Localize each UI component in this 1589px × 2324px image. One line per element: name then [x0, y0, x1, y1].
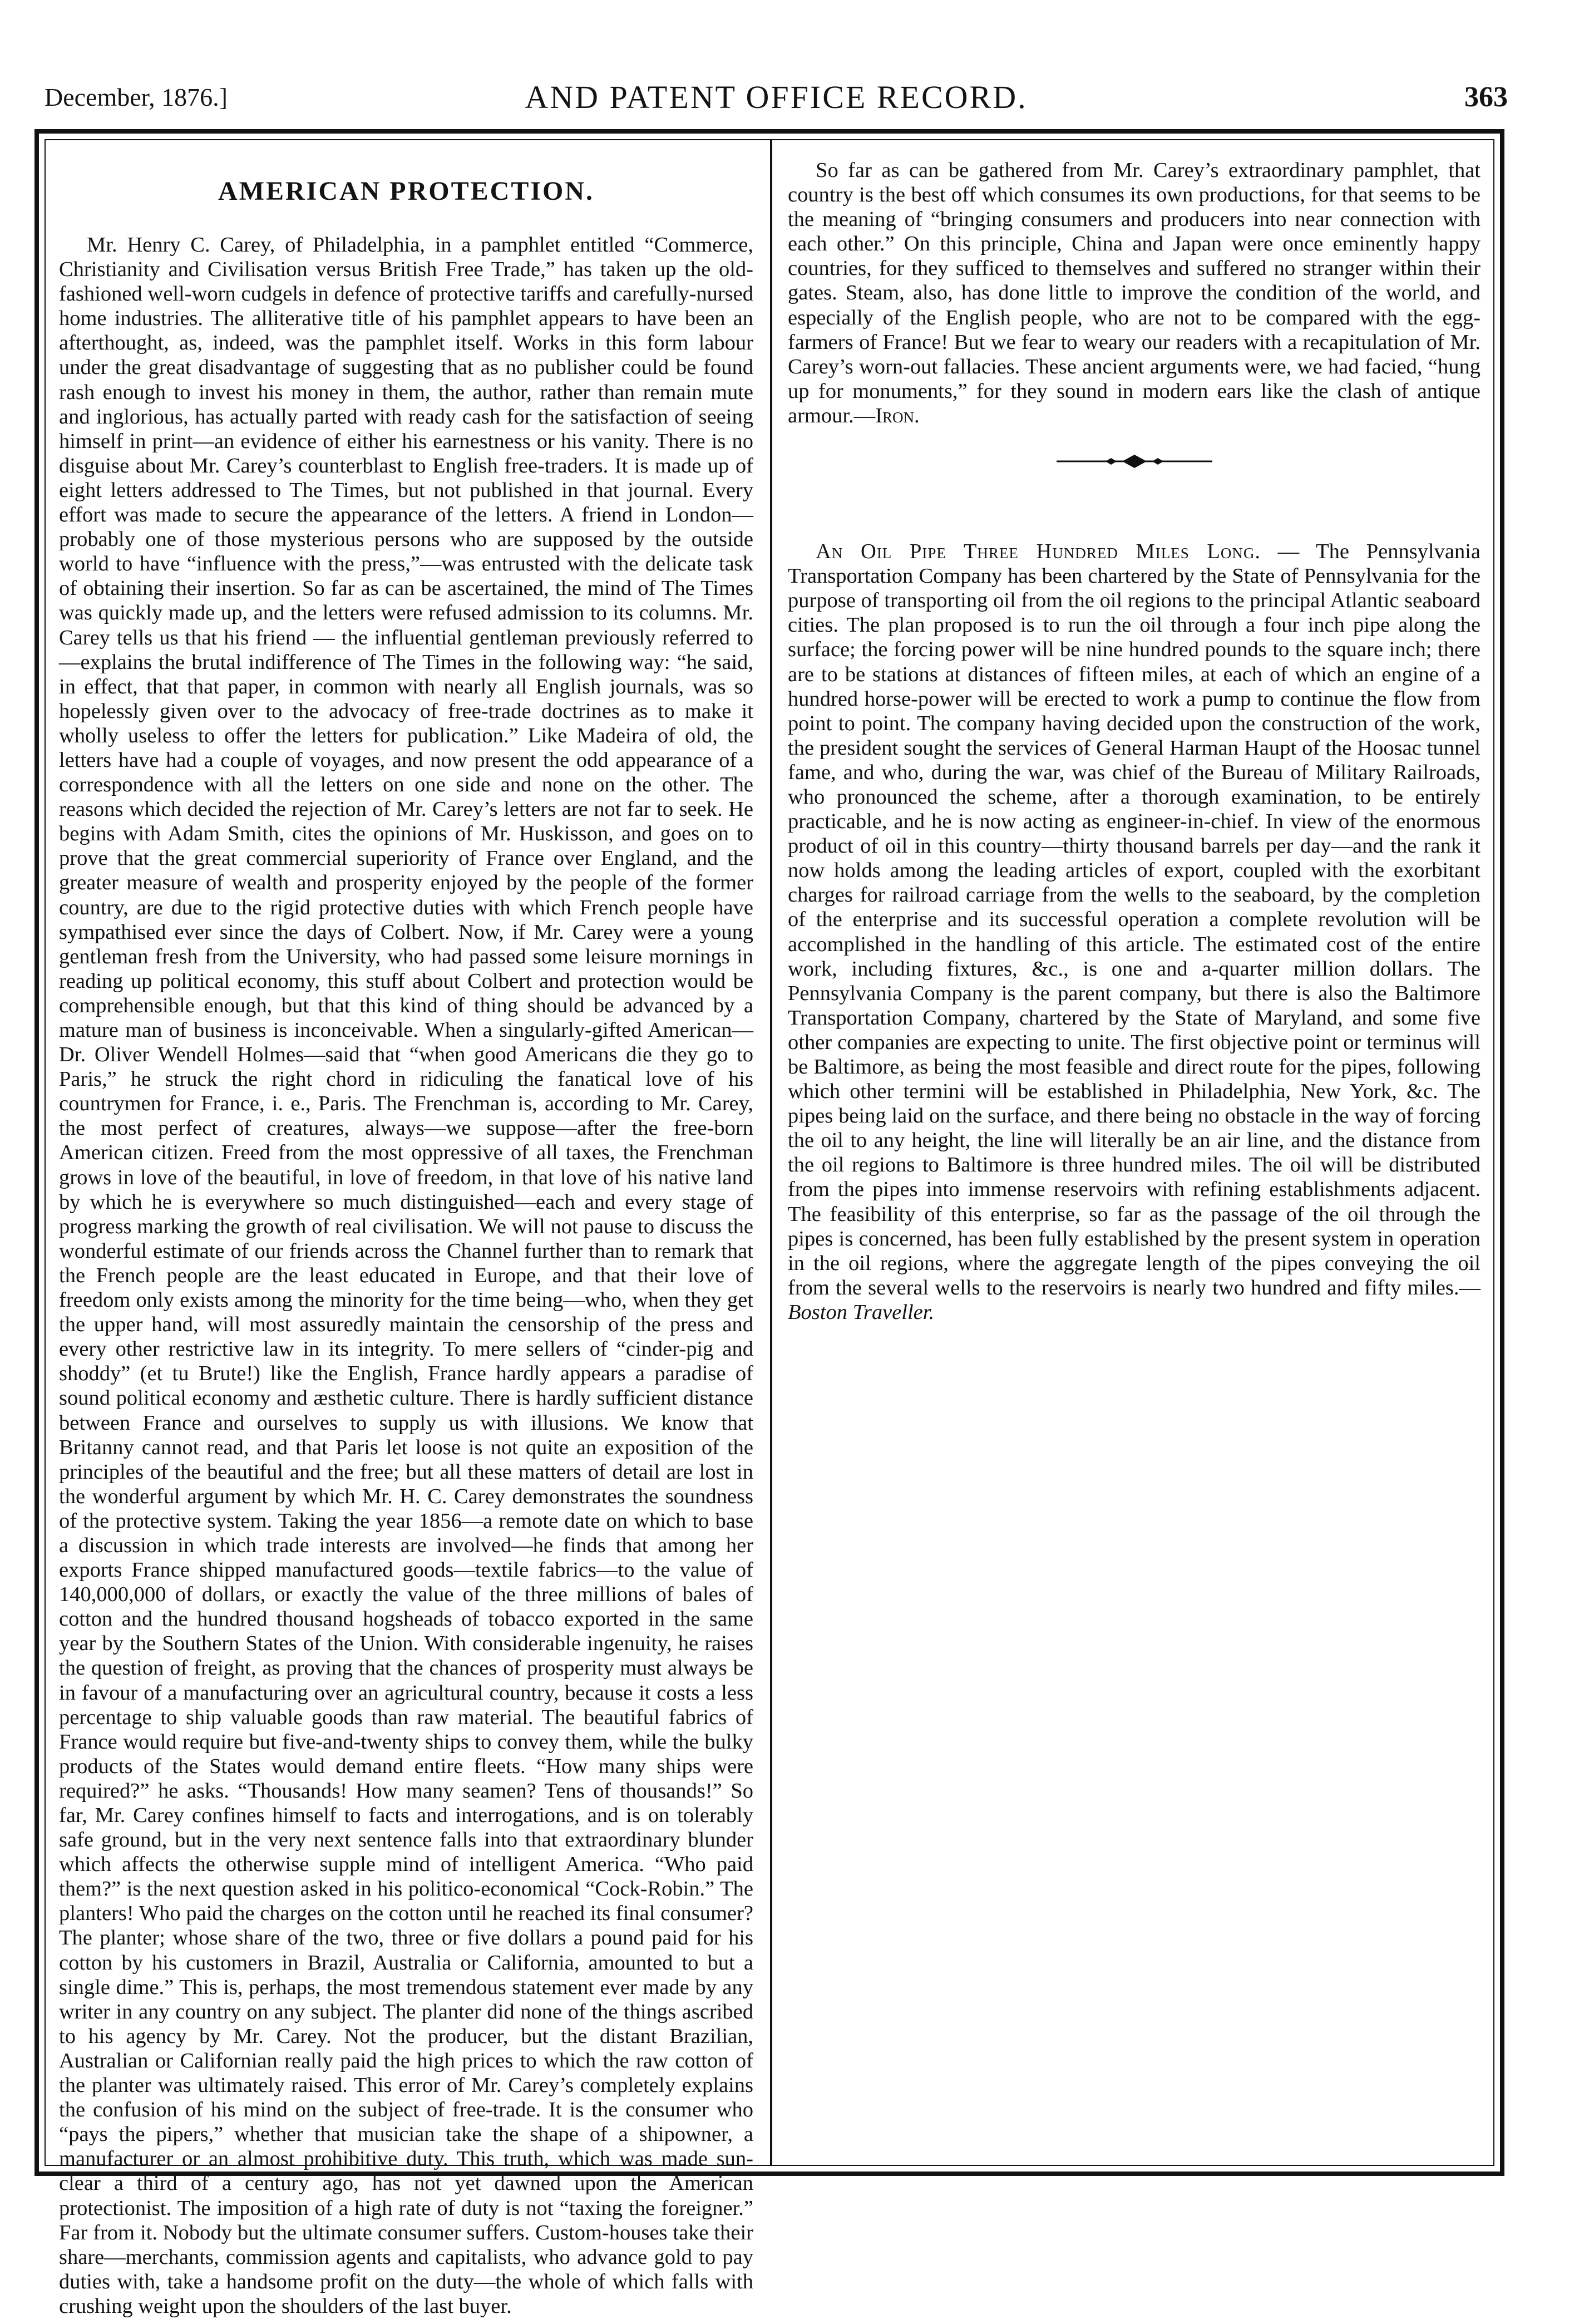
journal-title: AND PATENT OFFICE RECORD.	[525, 79, 1028, 115]
column-rule	[770, 140, 772, 2165]
page-number: 363	[1464, 81, 1508, 113]
article-headline: AMERICAN PROTECTION.	[218, 176, 595, 206]
paragraph-text: So far as can be gathered from Mr. Carey’s extraordinary pamphlet, that country is the best off which consumes its own productions, for that seems to be the meaning of “bringing consumers and producers into near connection with each other.” On this principle, China and Japan were once eminently happy countries, for they sufficed to themselves and suffered no stranger within their gates. Steam, also, has done little to improve the condition of the world, and especially of the English people, who are not to be compared with the egg-farmers of France! But we fear to weary our readers with a recapitulation of Mr. Carey’s worn-out fallacies. These ancient arguments were, we had facied, “hung up for monuments,” for they sound in modern ears like the clash of antique armour.—	[788, 159, 1481, 427]
right-column	[788, 158, 1481, 1325]
article-oil-pipe	[788, 539, 1481, 1325]
running-head	[45, 75, 1508, 120]
dash-diamond-divider-icon	[788, 450, 1481, 500]
article-lead-in: An Oil Pipe Three Hundred Miles Long.	[816, 540, 1261, 564]
article-body: — The Pennsylvania Transportation Company has been chartered by the State of Pennsylvania for the purpose of transporting oil from the oil regions to the principal Atlantic seaboard cities. The plan proposed is to run the oil through a four inch pipe along the surface; the forcing power will be nine hundred pounds to the square inch; there are to be stations at distances of fifteen miles, at each of which an engine of a hundred horse-power will be erected to work a pump to continue the flow from point to point. The company having decided upon the construction of the work, the president sought the services of General Harman Haupt of the Hoosac tunnel fame, and who, during the war, was chief of the Bureau of Military Railroads, who pronounced the scheme, after a thorough examination, to be entirely practicable, and he is now acting as engineer-in-chief. In view of the enormous product of oil in this country—thirty thousand barrels per day—and the rank it now holds among the leading articles of export, coupled with the exorbitant charges for railroad carriage from the wells to the seaboard, by the completion of the enterprise and its successful operation a complete revolution will be accomplished in the handling of this article. The estimated cost of the entire work, including fixtures, &c., is one and a-quarter million dollars. The Pennsylvania Company is the parent company, but there is also the Baltimore Transportation Company, chartered by the State of Maryland, and some five other companies are expecting to unite. The first objective point or terminus will be Baltimore, as being the most feasible and direct route for the pipes, following which other termini will be established in Philadelphia, New York, &c. The pipes being laid on the surface, and there being no obstacle in the way of forcing the oil to any height, the line will literally be an air line, and the distance from the oil regions to Baltimore is three hundred miles. The oil will be distributed from the pipes into immense reservoirs with refining establishments adjacent. The feasibility of this enterprise, so far as the passage of the oil through the pipes is concerned, has been fully established by the present system in operation in the oil regions, where the aggregate length of the pipes conveying the oil from the several wells to the reservoirs is nearly two hundred and fifty miles.—	[788, 540, 1481, 1299]
article-signature: Iron.	[875, 403, 920, 427]
page-border	[34, 129, 1504, 2318]
article-paragraph: Mr. Henry C. Carey, of Philadelphia, in a pamphlet entitled “Commerce, Christianity and Civilisation versus British Free Trade,” has taken up the old-fashioned well-worn cudgels in defence of protective tariffs and carefully-nursed home industries. The alliterative title of his pamphlet appears to have been an afterthought, as, indeed, was the pamphlet itself. Works in this form labour under the great disadvantage of suggesting that as no publisher could be found rash enough to invest his money in them, the author, rather than remain mute and inglorious, has actually parted with ready cash for the satisfaction of seeing himself in print—an evidence of either his earnestness or his vanity. There is no disguise about Mr. Carey’s counterblast to English free-traders. It is made up of eight letters addressed to The Times, but not published in that journal. Every effort was made to secure the appearance of the letters. A friend in London—probably one of those mysterious persons who are supposed by the outside world to have “influence with the press,”—was entrusted with the delicate task of obtaining their insertion. So far as can be ascertained, the mind of The Times was quickly made up, and the letters were refused admission to its columns. Mr. Carey tells us that his friend — the influential gentleman previously referred to—explains the brutal indifference of The Times in the following way: “he said, in effect, that that paper, in common with nearly all English journals, was so hopelessly given over to the advocacy of free-trade doctrines as to make it wholly useless to offer the letters for publication.” Like Madeira of old, the letters have had a couple of voyages, and now present the odd appearance of a correspondence with all the letters on one side and none on the other. The reasons which decided the rejection of Mr. Carey’s letters are not far to seek. He begins with Adam Smith, cites the opinions of Mr. Huskisson, and goes on to prove that the great commercial superiority of France over England, and the greater measure of wealth and prosperity enjoyed by the people of the former country, are due to the rigid protective duties with which French people have sympathised ever since the days of Colbert. Now, if Mr. Carey were a young gentleman fresh from the University, who had passed some leisure mornings in reading up political economy, this stuff about Colbert and protection would be comprehensible enough, but that this kind of thing should be advanced by a mature man of business is inconceivable. When a singularly-gifted American—Dr. Oliver Wendell Holmes—said that “when good Americans die they go to Paris,” he struck the right chord in ridiculing the fanatical love of his countrymen for France, i. e., Paris. The Frenchman is, according to Mr. Carey, the most perfect of creatures, always—we suppose—after the free-born American citizen. Freed from the most oppressive of all taxes, the Frenchman grows in love of the beautiful, in love of freedom, in that love of his native land by which he is everywhere so much distinguished—each and every stage of progress marking the growth of real civilisation. We will not pause to discuss the wonderful estimate of our friends across the Channel further than to remark that the French people are the least educated in Europe, and that their love of freedom only exists among the minority for the time being—who, when they get the upper hand, will most assuredly maintain the censorship of the press and every other restrictive law in its integrity. To mere sellers of “cinder-pig and shoddy” (et tu Brute!) like the English, France hardly appears a paradise of sound political economy and æsthetic culture. There is hardly sufficient distance between France and ourselves to supply us with illusions. We know that Britanny cannot read, and that Paris let loose is not quite an exposition of the principles of the beautiful and the free; but all these matters of detail are lost in the wonderful argument by which Mr. H. C. Carey demonstrates the soundness of the protective system. Taking the year 1856—a remote date on which to base a discussion in which trade interests are involved—he finds that among her exports France shipped manufactured goods—textile fabrics—to the value of 140,000,000 of dollars, or exactly the value of the three millions of bales of cotton and the hundred thousand hogsheads of tobacco exported in the same year by the Southern States of the Union. With considerable ingenuity, he raises the question of freight, as proving that the chances of prosperity must always be in favour of a manufacturing over an agricultural country, because it costs a less percentage to ship valuable goods than raw material. The beautiful fabrics of France would require but five-and-twenty ships to convey them, while the bulky products of the States would demand entire fleets. “How many ships were required?” he asks. “Thousands! How many seamen? Tens of thousands!” So far, Mr. Carey confines himself to facts and interrogations, and is on tolerably safe ground, but in the very next sentence falls into that extraordinary blunder which affects the otherwise supple mind of intelligent America. “Who paid them?” is the next question asked in his politico-economical “Cock-Robin.” The planters! Who paid the charges on the cotton until he reached its final consumer? The planter; whose share of the two, three or five dollars a pound paid for his cotton by his customers in Brazil, Australia or California, amounted to but a single dime.” This is, perhaps, the most tremendous statement ever made by any writer in any country on any subject. The planter did none of the things ascribed to his agency by Mr. Carey. Not the producer, but the distant Brazilian, Australian or Californian really paid the high prices to which the raw cotton of the planter was ultimately raised. This error of Mr. Carey’s completely explains the confusion of his mind on the subject of free-trade. It is the consumer who “pays the pipers,” whether that musician take the shape of a shipowner, a manufacturer or an almost prohibitive duty. This truth, which was made sun-clear a third of a century ago, has not yet dawned upon the American protectionist. The imposition of a high rate of duty is not “taxing the foreigner.” Far from it. Nobody but the ultimate consumer suffers. Custom-houses take their share—merchants, commission agents and capitalists, who advance gold to pay duties with, take a handsome profit on the duty—the whole of which falls with crushing weight upon the shoulders of the last buyer.	[59, 233, 753, 2318]
article-american-protection	[59, 175, 753, 2318]
article-source: Boston Traveller.	[788, 1300, 935, 1324]
article-paragraph	[788, 158, 1481, 428]
left-column	[59, 158, 753, 2318]
issue-date: December, 1876.]	[45, 83, 228, 111]
